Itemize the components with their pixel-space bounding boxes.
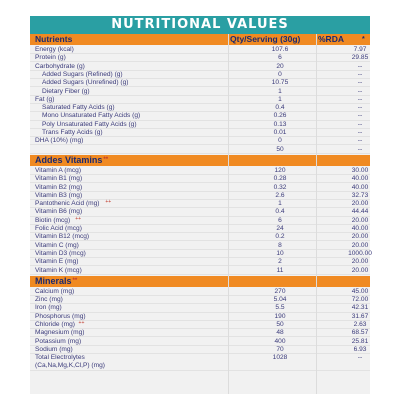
column-header-rda: %RDA: [318, 34, 344, 44]
table-row: [30, 146, 370, 154]
nutrient-name: Vitamin B12 (mcg): [35, 233, 90, 241]
minerals-header-mark: **: [72, 277, 78, 284]
qty-value: 0.2: [275, 233, 285, 241]
table-row: [30, 54, 370, 62]
qty-value: 107.6: [271, 46, 289, 53]
rda-value: --: [357, 112, 363, 120]
rda-value: --: [357, 87, 363, 95]
qty-value: 2: [278, 258, 282, 266]
rda-value: 40.00: [351, 183, 369, 191]
column-header-qty: Qty/Serving (30g): [230, 34, 301, 44]
qty-value: 1: [278, 95, 282, 103]
nutrient-name: Protein (g): [35, 54, 66, 62]
qty-value: 5.04: [273, 296, 287, 304]
nutrition-panel: [30, 16, 370, 394]
qty-value: 0.26: [273, 112, 287, 120]
nutrient-name: Zinc (mg): [35, 296, 63, 304]
table-row: [30, 192, 370, 200]
qty-value: 24: [276, 225, 284, 232]
rda-value: 1000.00: [348, 249, 372, 257]
rda-value: 40.00: [351, 175, 369, 183]
nutrient-name: Phosphorus (mg): [35, 312, 86, 320]
column-header-nutrients: Nutrients: [35, 34, 73, 44]
qty-value: 190: [274, 312, 286, 320]
table-row: [30, 88, 370, 96]
qty-value: 10: [276, 249, 284, 257]
qty-value: 0.01: [273, 129, 287, 136]
nutrient-name: Calcium (mg): [35, 287, 75, 295]
rda-value: --: [357, 70, 363, 78]
rda-value: 29.85: [351, 54, 369, 62]
nutrient-name: Saturated Fatty Acids (g): [42, 104, 115, 112]
nutrient-name: Biotin (mcg): [35, 216, 71, 224]
rda-value: --: [357, 137, 363, 145]
nutrient-name: Vitamin B2 (mg): [35, 183, 83, 191]
column-divider: [228, 34, 229, 394]
nutrient-name: Sodium (mg): [35, 345, 73, 353]
nutrient-name: Vitamin C (mg): [35, 241, 79, 249]
rda-value: --: [357, 145, 363, 153]
rda-value: 20.00: [351, 241, 369, 249]
nutrient-name: Total Electrolytes (Ca,Na,Mg,K,Cl,P) (mg): [35, 354, 105, 370]
rda-value: 68.57: [351, 329, 369, 337]
rda-value: 20.00: [351, 216, 369, 224]
nutrient-name: Fat (g): [35, 95, 55, 103]
table-row: [30, 338, 370, 346]
table-row: [30, 200, 370, 208]
table-row: [30, 354, 370, 371]
table-row: [30, 258, 370, 266]
rda-value: 31.67: [351, 312, 369, 320]
qty-value: 8: [278, 241, 282, 249]
qty-value: 10.75: [271, 79, 289, 87]
qty-value: 5.5: [275, 304, 285, 312]
vitamins-header-label: Addes Vitamins: [35, 154, 103, 165]
table-row: [30, 242, 370, 250]
rda-value: 20.00: [351, 233, 369, 241]
table-row: [30, 79, 370, 87]
nutrient-mark: ++: [75, 215, 82, 222]
nutrient-name: Dietary Fiber (g): [42, 87, 90, 95]
table-row: [30, 267, 370, 275]
nutrient-name: Added Sugars (Unrefined) (g): [42, 79, 129, 87]
qty-value: 48: [276, 329, 284, 337]
rda-value: 40.00: [351, 225, 369, 232]
qty-value: 0.4: [275, 104, 285, 112]
nutrient-mark: ++: [105, 199, 112, 206]
table-row: [30, 71, 370, 79]
table-row: [30, 104, 370, 112]
rda-value: 20.00: [351, 266, 369, 274]
rda-value: 6.93: [353, 345, 367, 353]
table-row: [30, 167, 370, 175]
section-header-vitamins: [30, 155, 370, 166]
rda-value: --: [357, 95, 363, 103]
rda-value: --: [357, 79, 363, 87]
qty-value: 400: [274, 337, 286, 345]
qty-value: 11: [276, 266, 284, 274]
nutrient-name: Energy (kcal): [35, 46, 74, 53]
page-title: NUTRITIONAL VALUES: [30, 16, 370, 34]
rda-value: 42.31: [351, 304, 369, 312]
rda-value: 20.00: [351, 258, 369, 266]
nutrient-name: Vitamin B1 (mg): [35, 175, 83, 183]
section-header-minerals: [30, 276, 370, 287]
table-row: [30, 329, 370, 337]
nutrient-name: Carbohydrate (g): [35, 62, 85, 70]
rda-value: 72.00: [351, 296, 369, 304]
nutrient-name: Magnesium (mg): [35, 329, 85, 337]
nutrient-mark: ++: [78, 320, 85, 326]
rda-value: 25.81: [351, 337, 369, 345]
nutrient-name: Potassium (mg): [35, 337, 82, 345]
qty-value: 1: [278, 200, 282, 208]
table-row: [30, 46, 370, 54]
rda-value: 32.73: [351, 191, 369, 199]
rda-value: --: [357, 354, 363, 362]
nutrient-name: Added Sugars (Refined) (g): [42, 70, 123, 78]
qty-value: 120: [274, 166, 286, 174]
nutrient-name: Vitamin B3 (mg): [35, 191, 83, 199]
nutrient-name: Mono Unsaturated Fatty Acids (g): [42, 112, 141, 120]
table-row: [30, 129, 370, 137]
table-row: [30, 217, 370, 225]
table-row: [30, 184, 370, 192]
rda-value: 45.00: [351, 287, 369, 295]
table-row: [30, 112, 370, 120]
table-row: [30, 346, 370, 354]
table-row: [30, 288, 370, 296]
qty-value: 0.13: [273, 120, 287, 128]
qty-value: 6: [278, 216, 282, 224]
rda-value: 44.44: [351, 208, 369, 216]
nutrient-name: Vitamin A (mcg): [35, 166, 82, 174]
nutrient-name: Trans Fatty Acids (g): [42, 129, 103, 136]
nutrient-name: Poly Unsaturated Fatty Acids (g): [42, 120, 137, 128]
qty-value: 0: [278, 137, 282, 145]
qty-value: 50: [276, 145, 284, 153]
minerals-header-label: Minerals: [35, 275, 72, 286]
qty-value: 0.28: [273, 175, 287, 183]
qty-value: 6: [278, 54, 282, 62]
column-header-row: [30, 34, 370, 45]
rda-value: --: [357, 104, 363, 112]
table-row: [30, 121, 370, 129]
nutrient-name: Chloride (mg): [35, 321, 75, 328]
qty-value: 2.6: [275, 191, 285, 199]
table-row: [30, 250, 370, 258]
nutrient-name: Folic Acid (mcg): [35, 225, 82, 232]
qty-value: 1: [278, 87, 282, 95]
rda-value: --: [357, 129, 363, 136]
qty-value: 1028: [272, 354, 288, 362]
table-row: [30, 175, 370, 183]
column-header-rda-mark: *: [362, 36, 365, 43]
column-divider: [316, 34, 317, 394]
rda-value: --: [357, 62, 363, 70]
qty-value: 0: [278, 70, 282, 78]
rda-value: 7.97: [353, 46, 367, 53]
nutrient-name: Vitamin E (mg): [35, 258, 79, 266]
nutrient-name: Vitamin B6 (mg): [35, 208, 83, 216]
qty-value: 0.32: [273, 183, 287, 191]
table-row: [30, 63, 370, 71]
qty-value: 70: [276, 345, 284, 353]
vitamins-header-mark: **: [103, 156, 109, 163]
nutrient-name: Vitamin D3 (mcg): [35, 249, 86, 257]
table-row: [30, 233, 370, 241]
rda-value: 2.63: [353, 321, 367, 328]
rda-value: --: [357, 120, 363, 128]
nutrient-name: Vitamin K (mcg): [35, 266, 82, 274]
table-row: [30, 96, 370, 104]
rda-value: 30.00: [351, 166, 369, 174]
nutrient-name: DHA (10%) (mg): [35, 137, 84, 145]
table-row: [30, 225, 370, 233]
table-row: [30, 321, 370, 329]
qty-value: 0.4: [275, 208, 285, 216]
rda-value: 20.00: [351, 200, 369, 208]
table-row: [30, 137, 370, 145]
qty-value: 50: [276, 321, 284, 328]
table-row: [30, 296, 370, 304]
table-row: [30, 304, 370, 312]
qty-value: 20: [276, 62, 284, 70]
nutrient-name: Pantothenic Acid (mg): [35, 200, 100, 208]
nutrient-name: Iron (mg): [35, 304, 62, 312]
qty-value: 270: [274, 287, 286, 295]
